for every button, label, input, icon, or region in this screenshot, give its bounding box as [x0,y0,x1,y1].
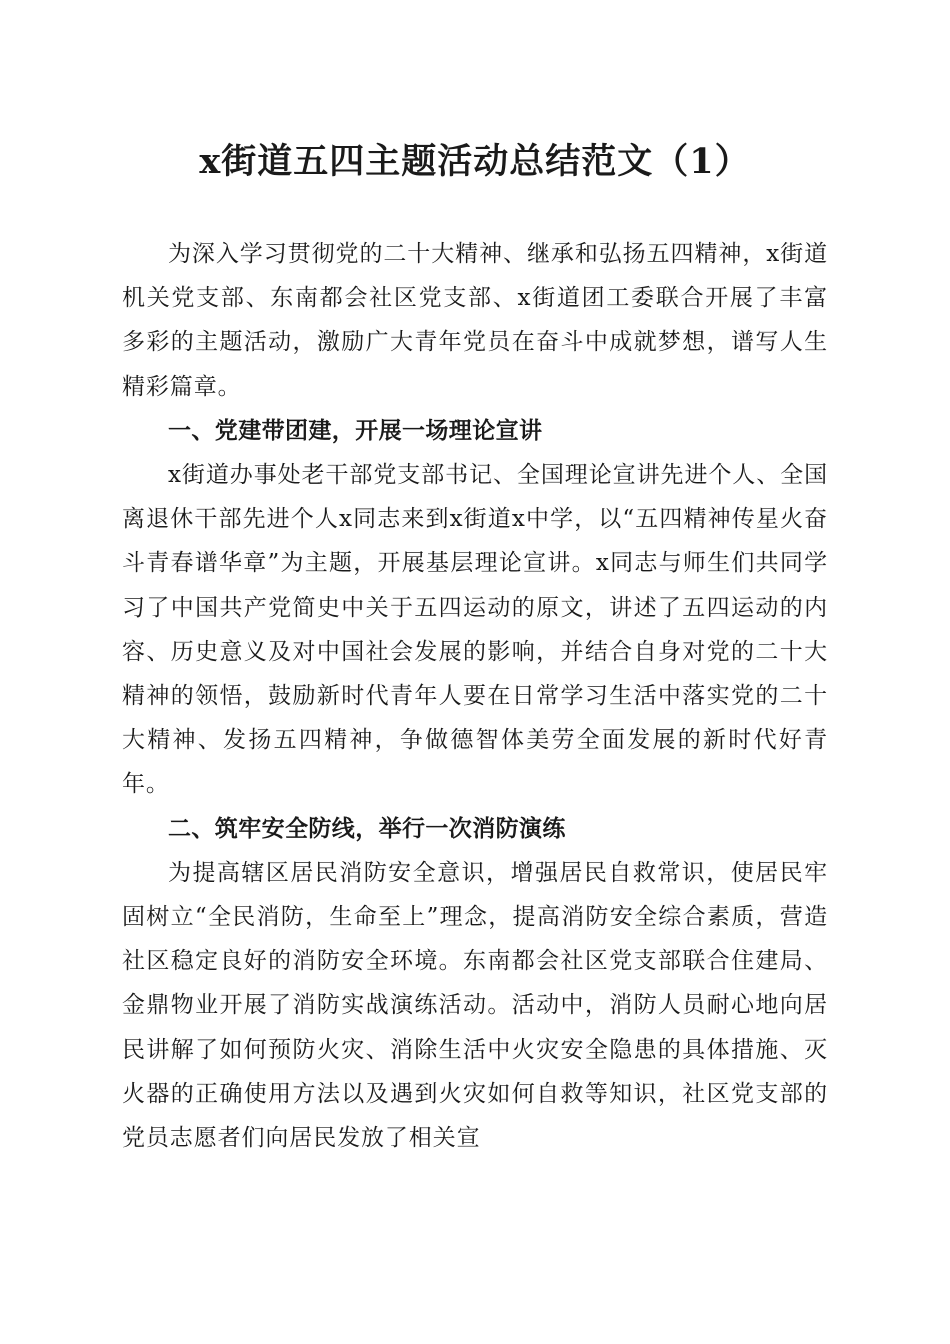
section-heading-1: 一、党建带团建，开展一场理论宣讲 [168,417,543,444]
document-body [122,232,828,1160]
section-heading-2: 二、筑牢安全防线，举行一次消防演练 [168,815,566,842]
document-title: x街道五四主题活动总结范文（1） [199,141,751,182]
intro-paragraph: 为深入学习贯彻党的二十大精神、继承和弘扬五四精神，x街道机关党支部、东南都会社区党支部、x街道团工委联合开展了丰富多彩的主题活动，激励广大青年党员在奋斗中成就梦想，谱写人生精彩篇章。 [122,241,828,400]
section-1-paragraph: x街道办事处老干部党支部书记、全国理论宣讲先进个人、全国离退休干部先进个人x同志来到x街道x中学，以“五四精神传星火奋斗青春谱华章”为主题，开展基层理论宣讲。x同志与师生们共同学习了中国共产党简史中关于五四运动的原文，讲述了五四运动的内容、历史意义及对中国社会发展的影响，并结合自身对党的二十大精神的领悟，鼓励新时代青年人要在日常学习生活中落实党的二十大精神、发扬五四精神，争做德智体美劳全面发展的新时代好青年。 [122,462,828,798]
section-2-paragraph: 为提高辖区居民消防安全意识，增强居民自救常识，使居民牢固树立“全民消防，生命至上”理念，提高消防安全综合素质，营造社区稳定良好的消防安全环境。东南都会社区党支部联合住建局、金鼎物业开展了消防实战演练活动。活动中，消防人员耐心地向居民讲解了如何预防火灾、消除生活中火灾安全隐患的具体措施、灭火器的正确使用方法以及遇到火灾如何自救等知识，社区党支部的党员志愿者们向居民发放了相关宣 [122,859,828,1152]
